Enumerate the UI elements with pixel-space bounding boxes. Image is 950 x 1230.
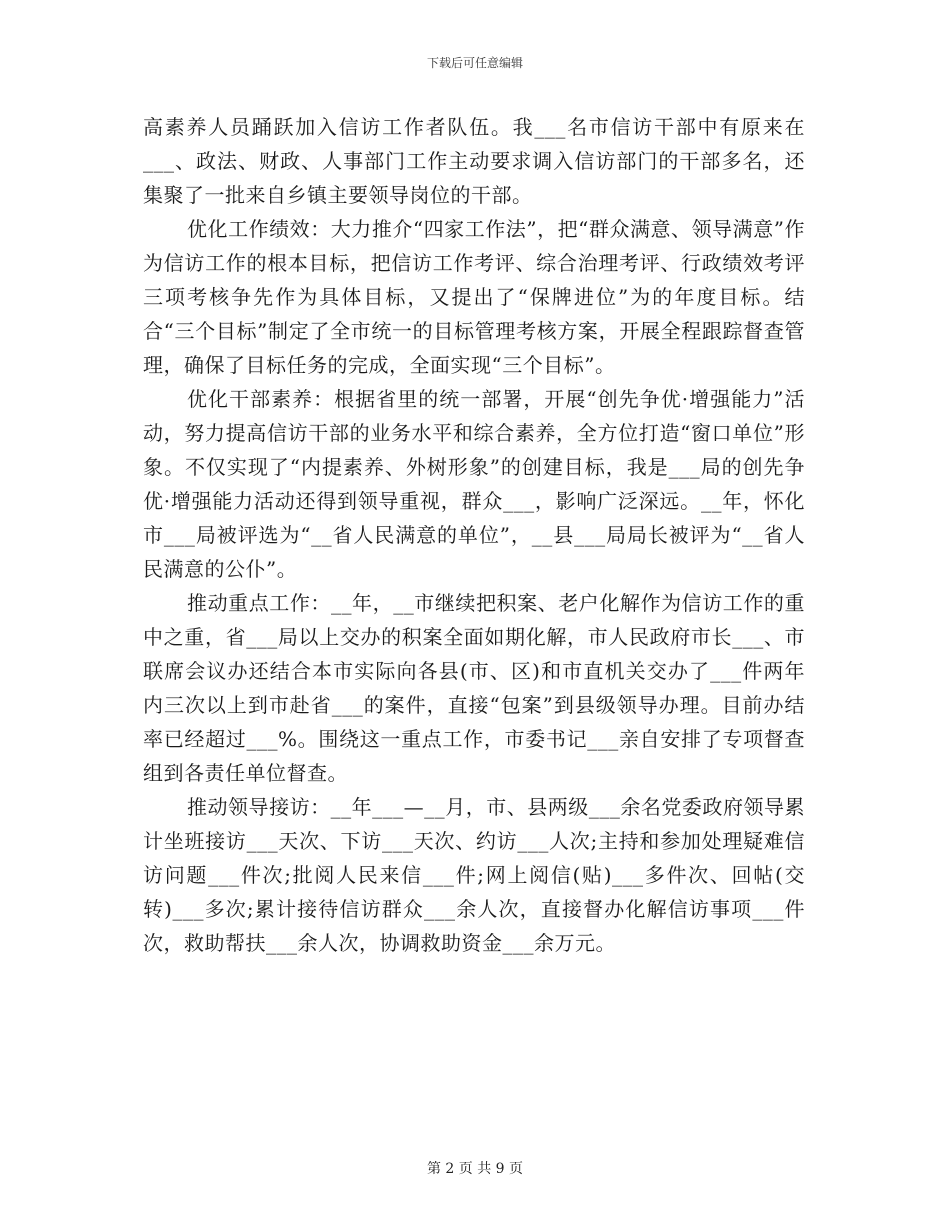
paragraph-4: 推动重点工作：__年，__市继续把积案、老户化解作为信访工作的重中之重，省___局以上交办的积案全面如期化解，市人民政府市长___、市联席会议办还结合本市实际向各县(市、区)和市直机关交办了___件两年内三次以上到市赴省___的案件，直接“包案”到县级领导办理。目前办结率已经超过___%。围绕这一重点工作，市委书记___亲自安排了专项督查组到各责任单位督查。 [143, 591, 805, 785]
paragraph-1: 高素养人员踊跃加入信访工作者队伍。我___名市信访干部中有原来在___、政法、财政、人事部门工作主动要求调入信访部门的干部多名，还集聚了一批来自乡镇主要领导岗位的干部。 [143, 115, 805, 207]
page-header-note: 下载后可任意编辑 [426, 56, 523, 70]
paragraph-2: 优化工作绩效：大力推介“四家工作法”，把“群众满意、领导满意”作为信访工作的根本目标，把信访工作考评、综合治理考评、行政绩效考评三项考核争先作为具体目标，又提出了“保牌进位”为的年度目标。结合“三个目标”制定了全市统一的目标管理考核方案，开展全程跟踪督查管理，确保了目标任务的完成，全面实现“三个目标”。 [143, 217, 805, 377]
paragraph-5: 推动领导接访：__年___—__月，市、县两级___余名党委政府领导累计坐班接访___天次、下访___天次、约访___人次;主持和参加处理疑难信访问题___件次;批阅人民来信___件;网上阅信(贴)___多件次、回帖(交转)___多次;累计接待信访群众___余人次，直接督办化解信访事项___件次，救助帮扶___余人次，协调救助资金___余万元。 [143, 795, 805, 955]
document-body [143, 110, 805, 960]
paragraph-3: 优化干部素养：根据省里的统一部署，开展“创先争优·增强能力”活动，努力提高信访干部的业务水平和综合素养，全方位打造“窗口单位”形象。不仅实现了“内提素养、外树形象”的创建目标，我是___局的创先争优·增强能力活动还得到领导重视，群众___，影响广泛深远。__年，怀化市___局被评选为“__省人民满意的单位”，__县___局局长被评为“__省人民满意的公仆”。 [143, 387, 805, 581]
page-number: 第 2 页 共 9 页 [426, 1161, 524, 1177]
